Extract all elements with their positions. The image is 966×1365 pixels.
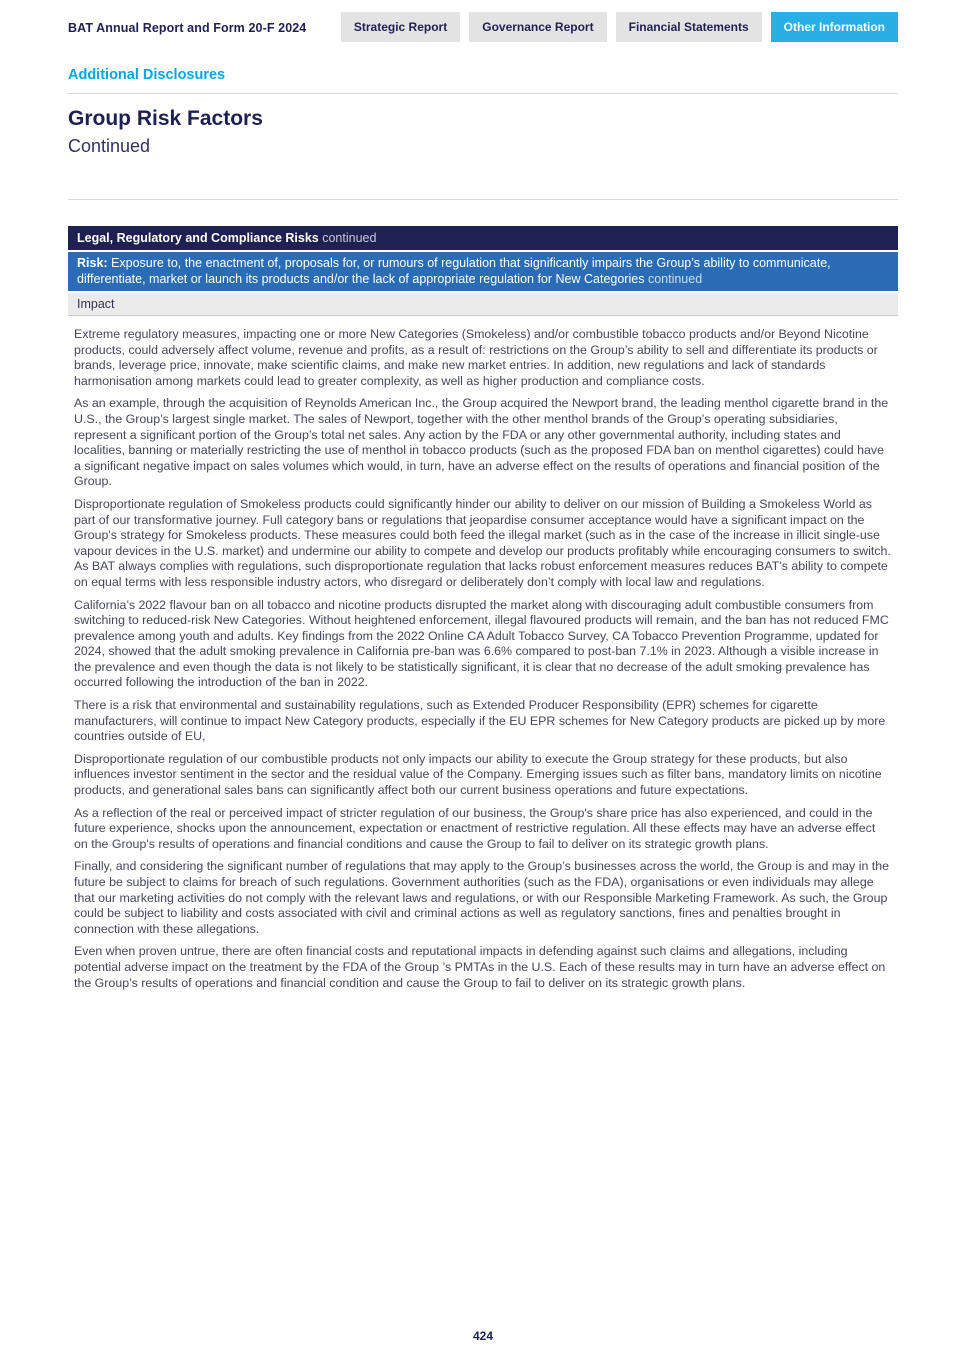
document-title: BAT Annual Report and Form 20-F 2024 bbox=[68, 21, 307, 35]
page-footer bbox=[0, 1329, 966, 1343]
divider-top bbox=[68, 93, 898, 94]
page-subtitle: Continued bbox=[68, 136, 151, 156]
impact-body bbox=[68, 316, 898, 991]
impact-paragraph: Extreme regulatory measures, impacting one or more New Categories (Smokeless) and/or combustible tobacco products and/or Beyond Nicotine products, could adversely affect volume, revenue and profits, as a result of: restrictions on the Group’s ability to sell and differentiate its products or brands, leverage price, innovate, make scientific claims, and make new market entries. In addition, new regulations and lack of standards harmonisation among markets could lead to greater complexity, as well as higher production and compliance costs. bbox=[74, 327, 878, 388]
impact-paragraph: Disproportionate regulation of our combustible products not only impacts our ability to execute the Group strategy for these products, but also influences investor sentiment in the sector and the residual value of the Company. Emerging issues such as filter bans, mandatory limits on nicotine products, and generational sales bans can significantly affect both our current business operations and future expectations. bbox=[74, 751, 882, 798]
impact-paragraph: As a reflection of the real or perceived impact of stricter regulation of our business, the Group's share price has also experienced, and could in the future experience, shocks upon the announcement, expectation or enactment of restrictive regulation. All these effects may have an adverse effect on the Group's results of operations and financial conditions and cause the Group to fail to deliver on its strategic growth plans. bbox=[74, 805, 876, 851]
impact-paragraph: Finally, and considering the significant number of regulations that may apply to the Group’s businesses across the world, the Group is and may in the future be subject to claims for breach of such regulations. Government authorities (such as the FDA), organisations or even individuals may allege that our marketing activities do not comply with the relevant laws and regulations, or with our Responsible Marketing Framework. As such, the Group could be subject to liability and costs associated with civil and criminal actions as well as regulatory sanctions, fines and penalties brought in connection with these allegations. bbox=[74, 859, 890, 936]
page-number: 424 bbox=[472, 1329, 494, 1343]
risk-section bbox=[68, 226, 898, 991]
risk-category-header bbox=[68, 226, 898, 250]
divider-middle bbox=[68, 199, 898, 200]
impact-header: Impact bbox=[68, 293, 898, 316]
risk-continued-label: continued bbox=[647, 271, 703, 286]
risk-statement-text: Exposure to, the enactment of, proposals for, or rumours of regulation that significantly impairs the Group’s ability to communicate, differentiate, market or launch its products and/or the lack of appropriate regulation for New Categories bbox=[77, 256, 831, 286]
tab-strategic-report[interactable]: Strategic Report bbox=[341, 12, 460, 42]
risk-label: Risk: bbox=[77, 256, 108, 270]
page-title: Group Risk Factors bbox=[68, 107, 263, 130]
tab-other-information[interactable]: Other Information bbox=[771, 12, 898, 42]
tab-governance-report[interactable]: Governance Report bbox=[469, 12, 606, 42]
risk-statement-bar bbox=[68, 252, 898, 291]
impact-paragraph: Even when proven untrue, there are often financial costs and reputational impacts in defending against such claims and allegations, including potential adverse impact on the treatment by the FDA of the Group ’s PMTAs in the U.S. Each of these results may in turn have an adverse effect on the Group’s results of operations and financial condition and cause the Group to fail to deliver on its strategic growth plans. bbox=[74, 944, 886, 990]
section-label: Additional Disclosures bbox=[68, 67, 226, 83]
impact-paragraph: There is a risk that environmental and sustainability regulations, such as Extended Producer Responsibility (EPR) schemes for cigarette manufacturers, will continue to impact New Category products, especially if the EU EPR schemes for New Category products are picked up by more countries outside of EU, bbox=[74, 698, 886, 744]
top-bar bbox=[68, 12, 898, 42]
impact-paragraph: Disproportionate regulation of Smokeless products could significantly hinder our ability to deliver on our mission of Building a Smokeless World as part of our transformative journey. Full category bans or regulations that jeopardise consumer acceptance would have a significant impact on the Group's strategy for Smokeless products. These measures could both feed the illegal market (such as in the case of the increase in illicit single-use vapour devices in the U.S. market) and undermine our ability to compete and develop our products profitably while encouraging consumers to switch. As BAT always complies with regulations, such disproportionate regulation that lacks robust enforcement measures reduces BAT’s ability to compete on equal terms with less responsible industry actors, who disregard or deliberately don’t comply with local law and regulations. bbox=[74, 496, 891, 589]
risk-category-title: Legal, Regulatory and Compliance Risks bbox=[77, 231, 319, 245]
tab-financial-statements[interactable]: Financial Statements bbox=[616, 12, 762, 42]
impact-paragraph: California’s 2022 flavour ban on all tobacco and nicotine products disrupted the market along with discouraging adult combustible consumers from switching to reduced-risk New Categories. Without heightened enforcement, illegal flavoured products will remain, and the ban has not reduced FMC prevalence among youth and adults. Key findings from the 2022 Online CA Adult Tobacco Survey, CA Tobacco Prevention Programme, updated for 2024, showed that the adult smoking prevalence in California pre-ban was 6.6% compared to post-ban 7.1% in 2023. Although a visible increase in the prevalence and even though the data is not likely to be statistically significant, it is clear that no decrease of the adult smoking prevalence has occurred following the introduction of the ban in 2022. bbox=[74, 597, 889, 690]
impact-paragraph: As an example, through the acquisition of Reynolds American Inc., the Group acquired the Newport brand, the leading menthol cigarette brand in the U.S., the Group’s largest single market. The sales of Newport, together with the other menthol brands of the Group’s operating subsidiaries, represent a significant portion of the Group’s total net sales. Any action by the FDA or any other governmental authority, including states and localities, banning or materially restricting the use of menthol in tobacco products (such as the proposed FDA ban on menthol cigarettes) could have a significant negative impact on sales volumes which would, in turn, have an adverse effect on the results of operations and financial position of the Group. bbox=[74, 396, 889, 489]
report-tab-bar bbox=[341, 12, 898, 42]
risk-category-continued-label: continued bbox=[322, 231, 377, 245]
